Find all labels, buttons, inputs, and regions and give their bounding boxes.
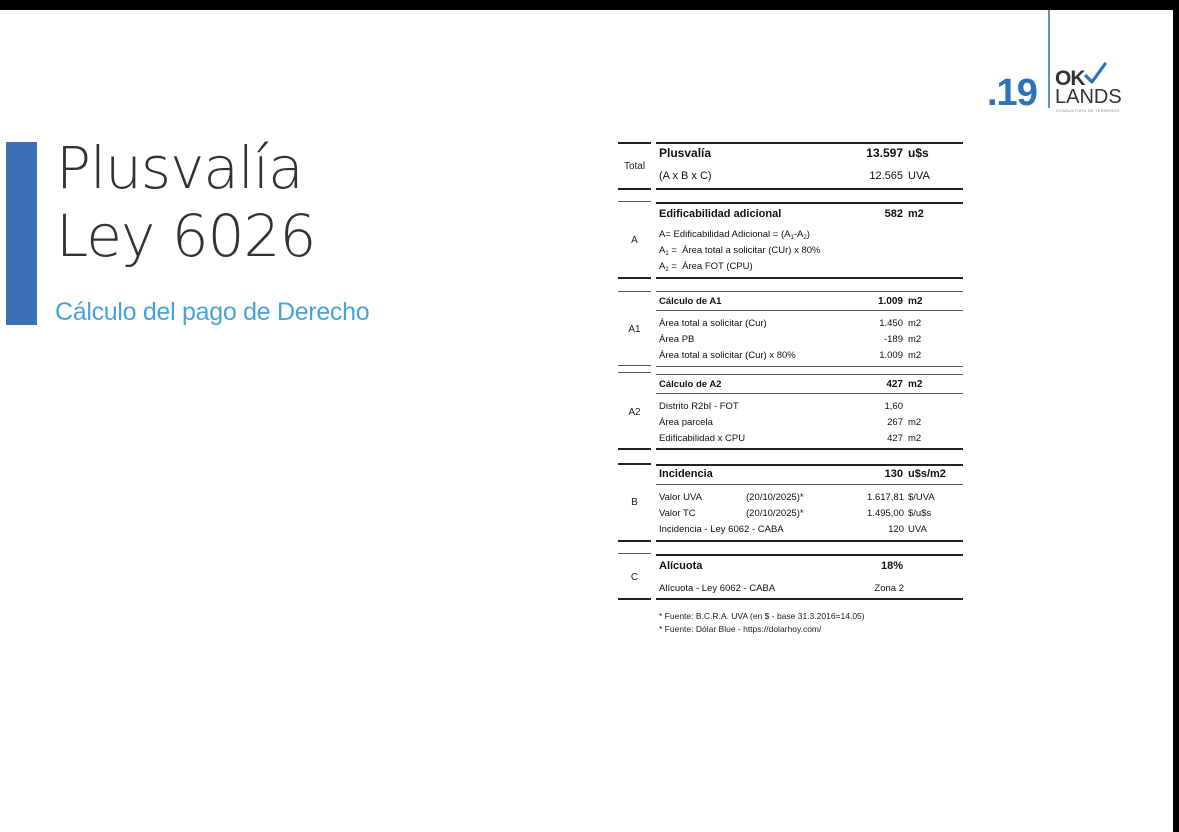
a2-heading: Cálculo de A2 — [659, 379, 722, 390]
footnote-2: * Fuente: Dólar Blue - https://dolarhoy.com/ — [659, 624, 822, 634]
c-row-text: Alícuota - Ley 6062 - CABA — [659, 583, 776, 594]
b-row-1-unit: $/UVA — [908, 492, 935, 503]
divider — [656, 366, 963, 367]
a1-row-1-text: Área total a solicitar (Cur) — [659, 318, 767, 329]
total-formula-unit: UVA — [908, 170, 930, 182]
slide — [0, 10, 1173, 832]
b-row-2-date: (20/10/2025)* — [746, 508, 804, 519]
oklands-logo — [1055, 67, 1125, 113]
a-formula-line-2: $A_1$ = Área total a solicitar (CUr) x 80% — [659, 245, 821, 257]
divider — [656, 310, 963, 311]
footnote-1: * Fuente: B.C.R.A. UVA (en $ - base 31.3.2016=14.05) — [659, 611, 865, 621]
b-row-1-value: 1.617,81 — [867, 492, 904, 503]
page-title — [56, 134, 315, 270]
divider — [656, 554, 963, 556]
a2-row-3-text: Edificabilidad x CPU — [659, 433, 746, 444]
logo-word-ok: OK — [1055, 67, 1085, 90]
divider — [656, 291, 963, 292]
a-heading: Edificabilidad adicional — [659, 208, 782, 220]
a1-heading-value: 1.009 — [877, 296, 903, 307]
divider — [656, 202, 963, 204]
section-label-b: B — [631, 497, 638, 508]
a-formula-line-3: $A_2$ = Área FOT (CPU) — [659, 261, 753, 273]
a1-row-1-unit: m2 — [908, 318, 922, 329]
divider — [656, 598, 963, 600]
b-row-2-text: Valor TC — [659, 508, 696, 519]
section-label-a2: A2 — [628, 407, 641, 418]
a2-row-1-text: Distrito R2bI - FOT — [659, 401, 739, 412]
c-row-value: Zona 2 — [874, 583, 904, 594]
divider — [656, 277, 963, 279]
b-row-3-text: Incidencia - Ley 6062 - CABA — [659, 524, 784, 535]
section-label-a: A — [631, 235, 638, 246]
a2-heading-value: 427 — [886, 379, 903, 390]
divider — [656, 484, 963, 485]
divider — [656, 540, 963, 542]
logo-tagline: CONSULTORA DE TERRENOS — [1056, 108, 1120, 113]
divider — [618, 142, 651, 144]
a1-row-2-value: -189 — [883, 334, 903, 345]
a1-heading-unit: m2 — [908, 296, 923, 307]
divider — [618, 598, 651, 600]
divider — [618, 540, 651, 542]
a-heading-unit: m2 — [908, 208, 924, 220]
logo-divider — [1048, 10, 1050, 108]
title-line-2: Ley 6026 — [56, 202, 316, 270]
b-heading-unit: u$s/m2 — [908, 468, 946, 480]
page-subtitle: Cálculo del pago de Derecho — [55, 298, 370, 326]
divider — [618, 553, 651, 554]
b-heading: Incidencia — [659, 468, 713, 480]
b-row-3-unit: UVA — [908, 524, 927, 535]
section-label-a1: A1 — [628, 324, 641, 335]
b-heading-value: 130 — [884, 468, 903, 480]
a1-row-1-value: 1.450 — [879, 318, 903, 329]
a2-row-2-value: 267 — [887, 417, 903, 428]
a1-row-2-unit: m2 — [908, 334, 922, 345]
section-label-total: Total — [623, 161, 646, 172]
a2-row-1-value: 1,60 — [884, 401, 903, 412]
divider — [656, 393, 963, 394]
a-heading-value: 582 — [884, 208, 903, 220]
b-row-1-text: Valor UVA — [659, 492, 702, 503]
total-heading-unit: u$s — [908, 146, 929, 160]
divider — [618, 463, 651, 465]
a2-heading-unit: m2 — [908, 379, 923, 390]
section-label-c: C — [630, 572, 639, 583]
divider — [656, 188, 963, 190]
b-row-2-unit: $/u$s — [908, 508, 932, 519]
divider — [618, 291, 651, 292]
divider — [618, 372, 651, 373]
title-line-1: Plusvalía — [56, 134, 303, 202]
divider — [656, 464, 963, 466]
c-heading: Alícuota — [659, 560, 703, 572]
b-row-2-value: 1.495,00 — [867, 508, 904, 519]
c-heading-value: 18% — [880, 560, 903, 572]
total-heading: Plusvalía — [659, 146, 712, 160]
divider — [618, 201, 651, 202]
a1-row-3-value: 1.009 — [879, 350, 903, 361]
divider — [656, 374, 963, 375]
total-formula: (A x B x C) — [659, 170, 712, 182]
logo-word-lands: LANDS — [1055, 86, 1122, 108]
divider — [618, 365, 651, 366]
checkmark-icon — [1083, 61, 1107, 87]
page-number: .19 — [987, 72, 1037, 114]
divider — [618, 277, 651, 279]
a1-row-2-text: Área PB — [659, 334, 695, 345]
a2-row-3-unit: m2 — [908, 433, 922, 444]
total-formula-value: 12.565 — [869, 170, 903, 182]
divider — [618, 448, 651, 450]
a2-row-2-unit: m2 — [908, 417, 922, 428]
a1-heading: Cálculo de A1 — [659, 296, 722, 307]
accent-bar — [6, 142, 37, 325]
a-formula-line-1: A= Edificabilidad Adicional = $(A_1-A_2)$ — [659, 229, 810, 241]
a2-row-2-text: Área parcela — [659, 417, 713, 428]
divider — [656, 142, 963, 144]
total-heading-value: 13.597 — [866, 146, 903, 160]
divider — [656, 448, 963, 450]
a1-row-3-unit: m2 — [908, 350, 922, 361]
a1-row-3-text: Área total a solicitar (Cur) x 80% — [659, 350, 796, 361]
divider — [618, 188, 651, 190]
a2-row-3-value: 427 — [887, 433, 903, 444]
b-row-3-value: 120 — [888, 524, 904, 535]
calculation-table — [618, 10, 963, 832]
b-row-1-date: (20/10/2025)* — [746, 492, 804, 503]
